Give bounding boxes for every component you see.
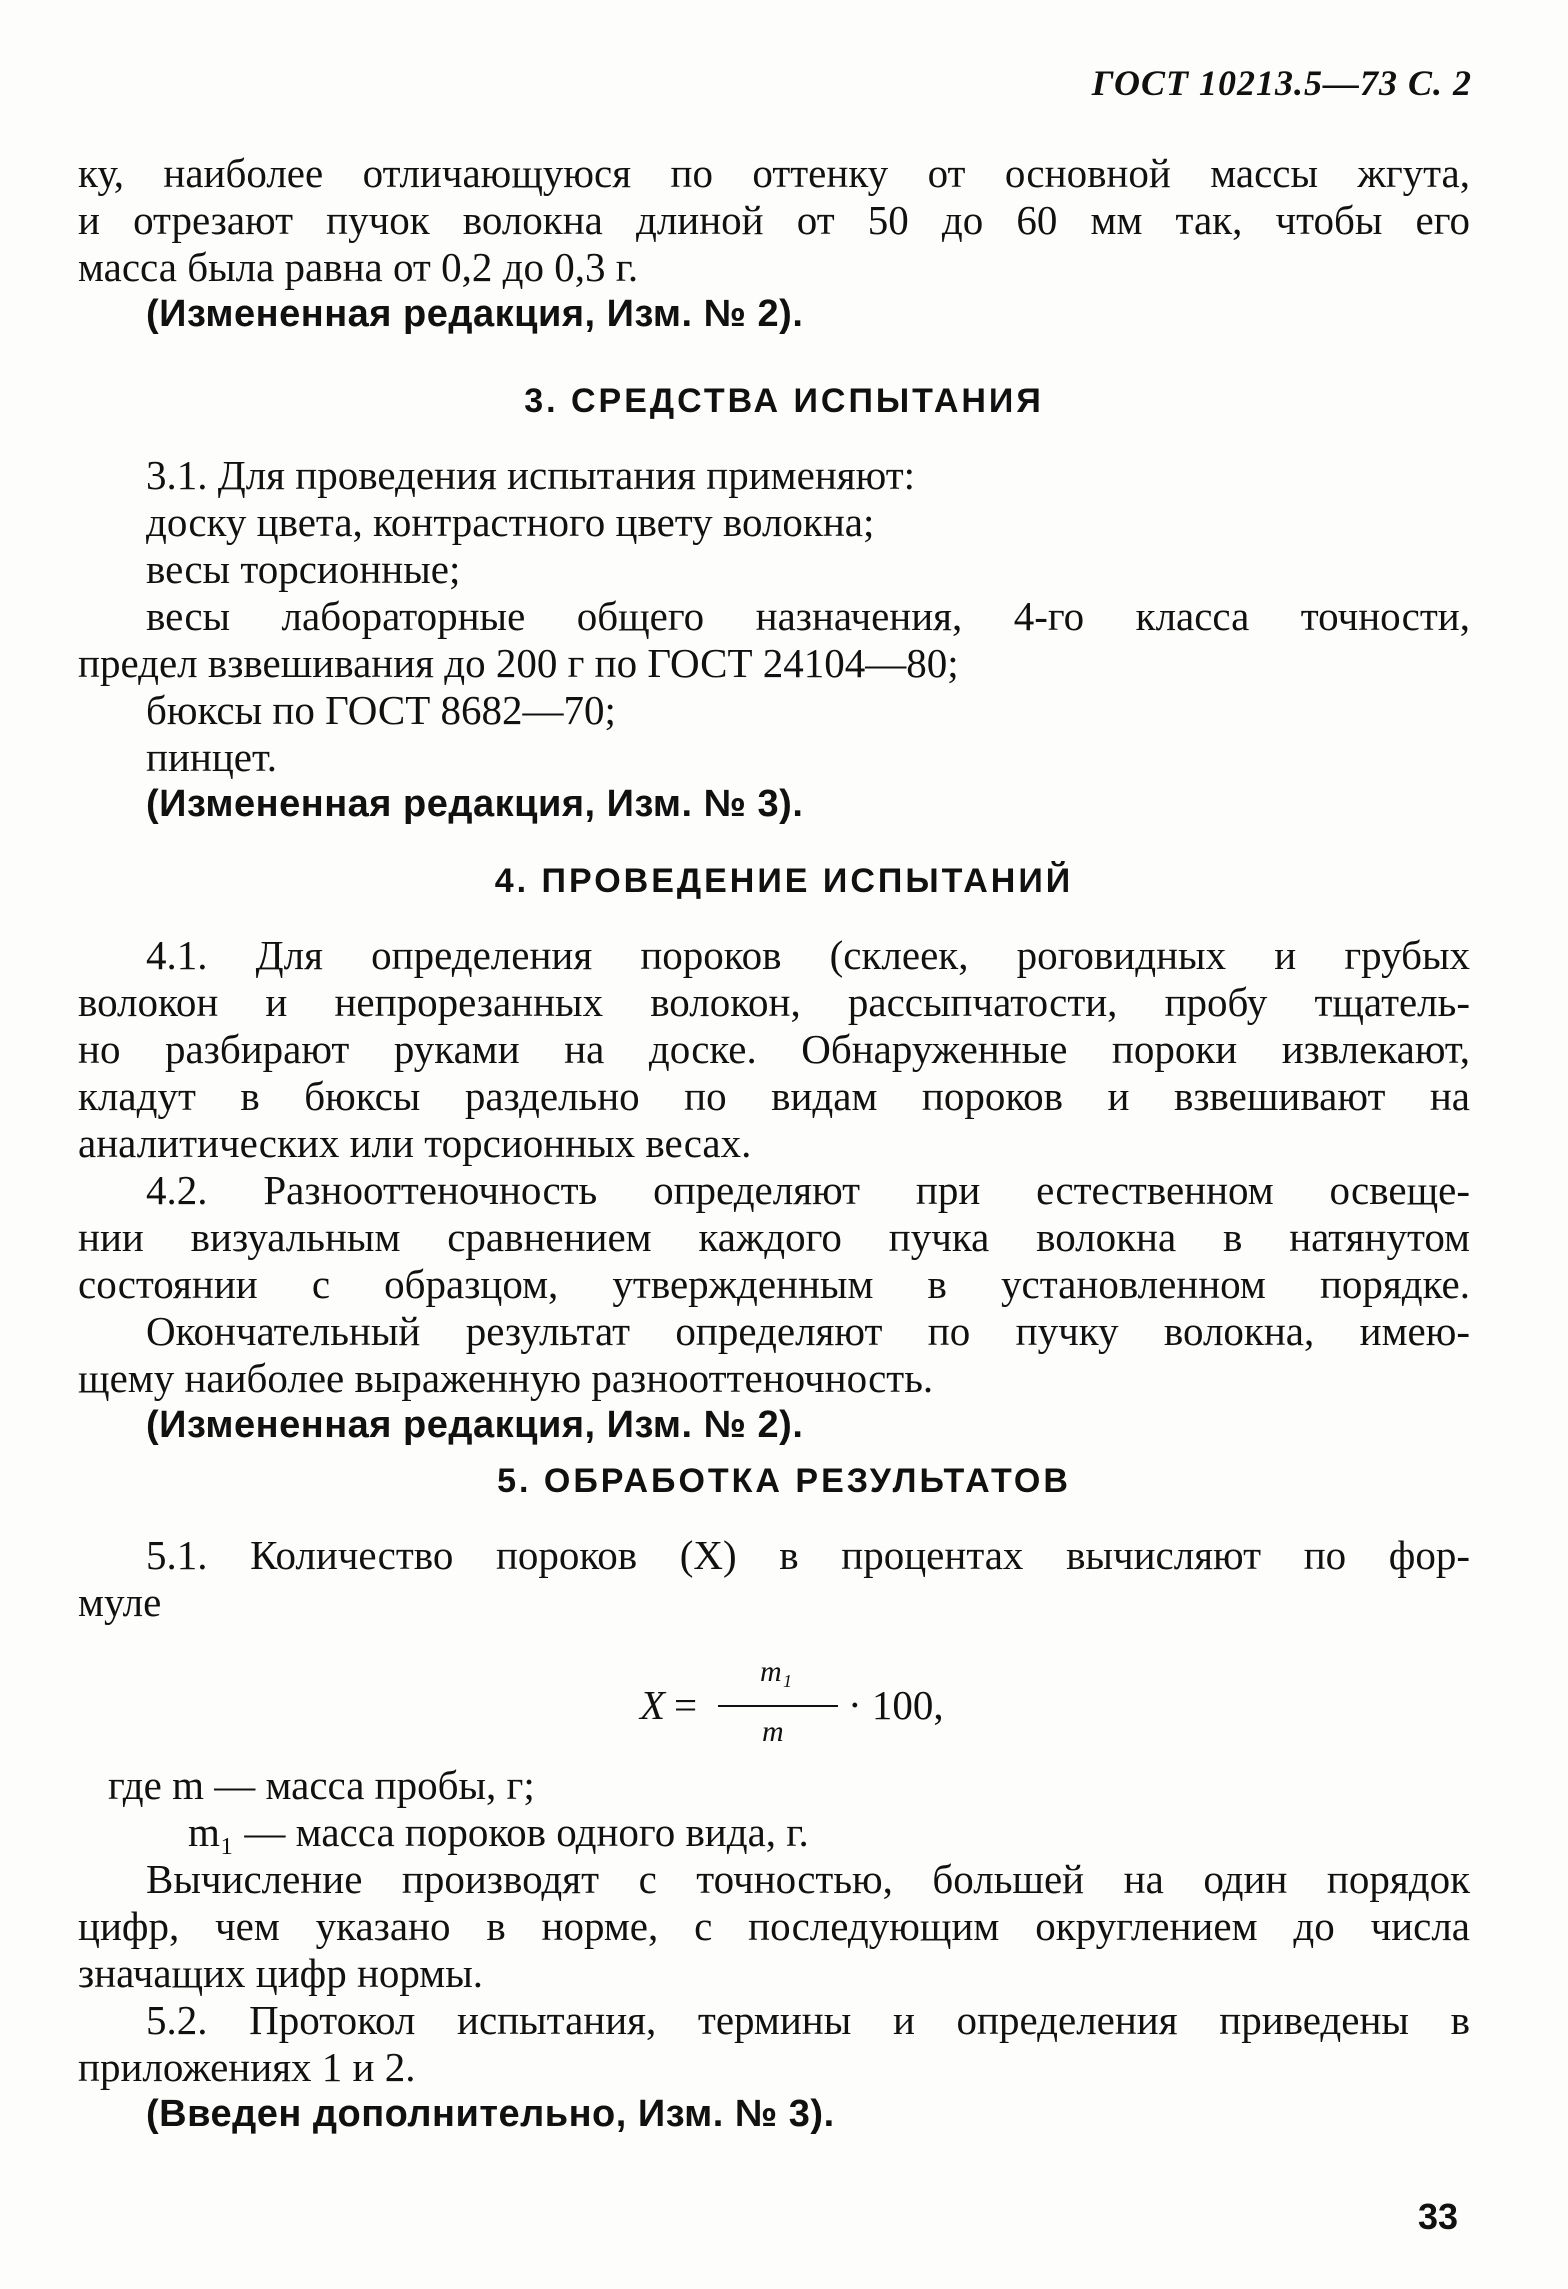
- text-line: 4.1. Для определения пороков (склеек, роговидных и грубых: [146, 932, 1470, 978]
- text-line: 5.2. Протокол испытания, термины и определения приведены в: [146, 1997, 1470, 2043]
- text-line: но разбирают руками на доске. Обнаруженные пороки извлекают,: [78, 1026, 1470, 1072]
- amendment-note: (Измененная редакция, Изм. № 2).: [146, 293, 804, 335]
- running-header: ГОСТ 10213.5—73 С. 2: [1091, 63, 1472, 103]
- text-line: нии визуальным сравнением каждого пучка волокна в натянутом: [78, 1214, 1470, 1260]
- amendment-note: (Измененная редакция, Изм. № 3).: [146, 783, 804, 825]
- text-line: ку, наиболее отличающуюся по оттенку от основной массы жгута,: [78, 150, 1470, 196]
- section-5-lead: [78, 1532, 1470, 1626]
- formula-lhs: X: [640, 1682, 666, 1728]
- text-line: предел взвешивания до 200 г по ГОСТ 24104—80;: [78, 640, 959, 686]
- amendment-note: (Измененная редакция, Изм. № 2).: [146, 1404, 804, 1446]
- text-line: Вычисление производят с точностью, большей на один порядок: [146, 1856, 1470, 1902]
- section-4-title: 4. ПРОВЕДЕНИЕ ИСПЫТАНИЙ: [494, 862, 1074, 900]
- amendment-note: (Введен дополнительно, Изм. № 3).: [146, 2093, 835, 2135]
- text-line: приложениях 1 и 2.: [78, 2044, 416, 2090]
- text-line: аналитических или торсионных весах.: [78, 1120, 752, 1166]
- text-line: бюксы по ГОСТ 8682—70;: [146, 687, 616, 733]
- text-line: масса была равна от 0,2 до 0,3 г.: [78, 244, 639, 290]
- page-number: 33: [1417, 2196, 1458, 2237]
- defect-percentage-formula: [640, 1655, 980, 1765]
- text-line: 4.2. Разнооттеночность определяют при естественном освеще-: [146, 1167, 1470, 1213]
- text-line: 5.1. Количество пороков (X) в процентах вычисляют по фор-: [146, 1532, 1470, 1578]
- text-line: муле: [78, 1579, 162, 1625]
- text-line: цифр, чем указано в норме, с последующим округлением до числа: [78, 1903, 1470, 1949]
- text-line: доску цвета, контрастного цвету волокна;: [146, 499, 875, 545]
- text-line: весы торсионные;: [146, 546, 461, 592]
- text-line: и отрезают пучок волокна длиной от 50 до 60 мм так, чтобы его: [78, 197, 1470, 243]
- where-line: где m — масса пробы, г;: [108, 1762, 535, 1808]
- formula-tail: · 100,: [848, 1682, 944, 1728]
- section-5-title: 5. ОБРАБОТКА РЕЗУЛЬТАТОВ: [497, 1462, 1071, 1500]
- intro-paragraph: [78, 150, 1470, 338]
- formula-equals: =: [674, 1682, 698, 1728]
- section-4-body: [78, 932, 1470, 1449]
- fraction-bar: [718, 1705, 838, 1707]
- text-line: пинцет.: [146, 734, 278, 780]
- formula-numerator: m₁: [760, 1655, 793, 1688]
- section-3-title: 3. СРЕДСТВА ИСПЫТАНИЯ: [524, 382, 1044, 420]
- text-line: щему наиболее выраженную разнооттеночность.: [78, 1355, 934, 1401]
- text-line: Окончательный результат определяют по пучку волокна, имею-: [146, 1308, 1470, 1354]
- where-line: m₁ — масса пороков одного вида, г.: [188, 1809, 809, 1855]
- formula-denominator: m: [762, 1715, 784, 1748]
- section-5-body: [78, 1762, 1470, 2138]
- text-line: состоянии с образцом, утвержденным в установленном порядке.: [78, 1261, 1470, 1307]
- section-3-body: [78, 452, 1470, 828]
- text-line: кладут в бюксы раздельно по видам пороков и взвешивают на: [78, 1073, 1470, 1119]
- text-line: значащих цифр нормы.: [78, 1950, 484, 1996]
- text-line: волокон и непрорезанных волокон, рассыпчатости, пробу тщатель-: [78, 979, 1470, 1025]
- text-line: весы лабораторные общего назначения, 4-го класса точности,: [146, 593, 1470, 639]
- text-line: 3.1. Для проведения испытания применяют:: [146, 452, 916, 498]
